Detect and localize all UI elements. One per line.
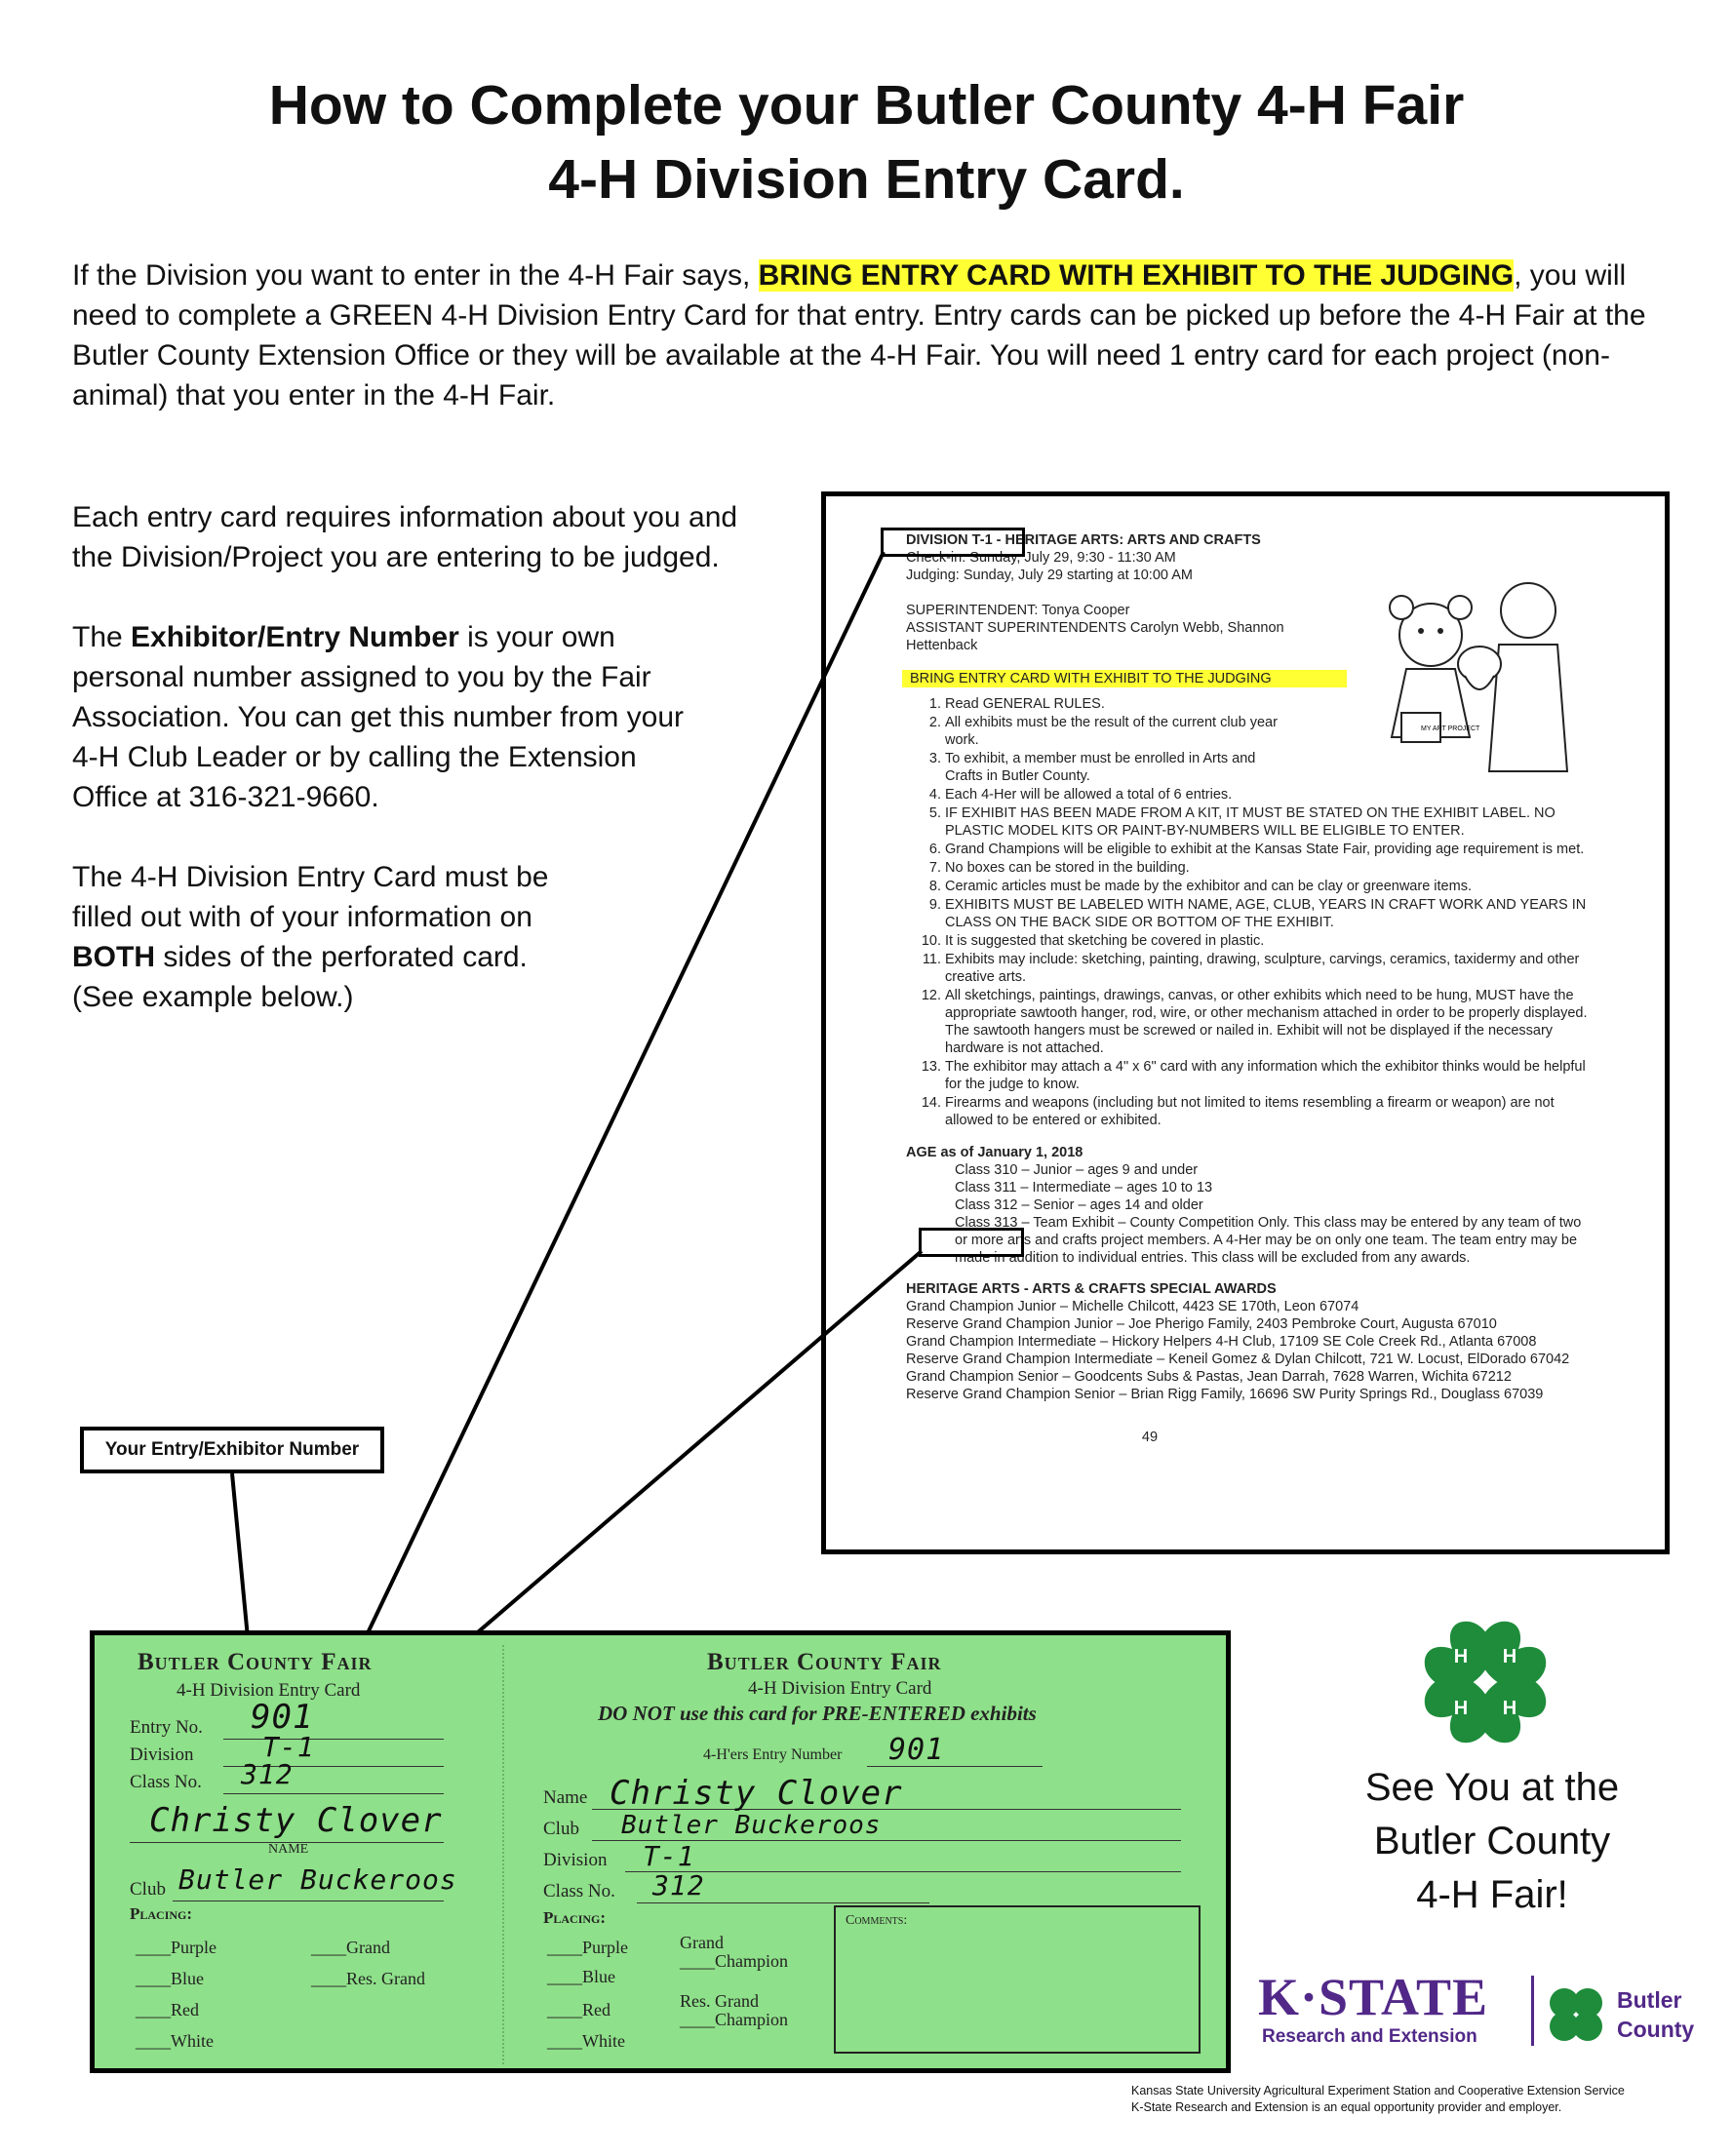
left-place-blue: ____Blue [136, 1969, 204, 1988]
right-division-label: Division [543, 1850, 608, 1870]
rule-item: 4. Each 4-Her will be allowed a total of 6 entries. [945, 786, 1589, 804]
instructions-paragraph-1: Each entry card requires information about you and the Division/Project you are entering to be judged. [72, 501, 738, 573]
entry-card-example [90, 1630, 1231, 2073]
class-no-line [223, 1793, 444, 1794]
right-place-red: ____Red [547, 2000, 610, 2019]
rule-item: 11. Exhibits may include: sketching, painting, drawing, sculpture, carvings, ceramics, taxidermy and other creative arts. [945, 951, 1589, 986]
left-place-red: ____Red [136, 2000, 199, 2019]
awards-heading: HERITAGE ARTS - ARTS & CRAFTS SPECIAL AWARDS [906, 1281, 1277, 1297]
clover-h-1: H [1453, 1646, 1469, 1667]
rule-item: 6. Grand Champions will be eligible to exhibit at the Kansas State Fair, providing age requirement is met. [945, 841, 1589, 858]
rule-item: 7. No boxes can be stored in the building. [945, 859, 1589, 877]
rule-item: 9. EXHIBITS MUST BE LABELED WITH NAME, AGE, CLUB, YEARS IN CRAFT WORK AND YEARS IN CLASS ON THE BACK SIDE OR BOTTOM OF THE EXHIBIT. [945, 896, 1589, 931]
disclaimer-line-2: K-State Research and Extension is an equal opportunity provider and employer. [1131, 2100, 1562, 2114]
research-extension-text: Research and Extension [1262, 2026, 1477, 2047]
rule-item: 2. All exhibits must be the result of the current club year work. [945, 714, 1296, 749]
class-no-value: 312 [241, 1758, 294, 1790]
right-club-label: Club [543, 1819, 579, 1839]
p3-bold: BOTH [72, 941, 155, 973]
closing-line-1: See You at the [1364, 1766, 1620, 1809]
intro-text-before: If the Division you want to enter in the 4-H Fair says, [72, 259, 759, 292]
superintendent-line: SUPERINTENDENT: Tonya Cooper [906, 603, 1130, 618]
right-class-label: Class No. [543, 1881, 615, 1901]
class-item: Class 311 – Intermediate – ages 10 to 13 [955, 1180, 1213, 1196]
award-item: Reserve Grand Champion Junior – Joe Pherigo Family, 2403 Pembroke Court, Augusta 67010 [906, 1316, 1497, 1332]
disclaimer-line-1: Kansas State University Agricultural Experiment Station and Cooperative Extension Service [1131, 2084, 1625, 2097]
division-value: T-1 [262, 1731, 315, 1763]
title-line-2: 4-H Division Entry Card. [548, 148, 1185, 211]
entry-number-value: 901 [888, 1733, 945, 1767]
division-heading: DIVISION T-1 - HERITAGE ARTS: ARTS AND CRAFTS [906, 532, 1261, 548]
p3-post: sides of the perforated card. (See example below.) [72, 941, 528, 1013]
intro-highlight: BRING ENTRY CARD WITH EXHIBIT TO THE JUDGING [758, 259, 1515, 292]
kstate-wordmark: K·STATE [1258, 1968, 1489, 2026]
comments-box: Comments: [834, 1905, 1201, 2054]
rule-item: 14. Firearms and weapons (including but not limited to items resembling a firearm or weapon) are not allowed to be entered or exhibited. [945, 1094, 1589, 1129]
rule-item: 12. All sketchings, paintings, drawings, canvas, or other exhibits which need to be hung, MUST have the appropriate sawtooth hanger, rod, wire, or other mechanism attached in order to be properly displayed. The sawtooth hangers must be screwed or nailed in. Exhibit will not be displayed if the necessary hardware is not attached. [945, 987, 1589, 1057]
warning-text: DO NOT use this card for PRE-ENTERED exhibits [598, 1702, 1037, 1725]
p3-pre: The 4-H Division Entry Card must be filled out with of your information on [72, 861, 549, 933]
kstate-logo [1258, 1970, 1716, 2058]
right-place-white: ____White [547, 2031, 625, 2051]
entry-no-value: 901 [251, 1698, 314, 1737]
art-sign-text: MY ART PROJECT [1421, 725, 1480, 732]
right-card-heading: Butler County Fair [707, 1649, 942, 1675]
disclaimer [1131, 2083, 1625, 2116]
left-card-heading: Butler County Fair [138, 1649, 373, 1675]
clover-h-4: H [1502, 1698, 1517, 1719]
right-placing-label: Placing: [543, 1908, 607, 1927]
age-heading: AGE as of January 1, 2018 [906, 1145, 1083, 1160]
right-place-grand: Grand ____Champion [680, 1933, 788, 1971]
intro-text-after: , you will need to complete a GREEN 4-H Division Entry Card for that entry. Entry cards can be picked up before the 4-H Fair at the Butler County Extension Office or they will be available at the 4-H Fair. You will need 1 entry card for each project (non-animal) that you enter in the 4-H Fair. [72, 259, 1646, 412]
class-no-label: Class No. [130, 1772, 202, 1792]
closing-line-2: Butler County [1373, 1820, 1611, 1862]
closing-message [1307, 1761, 1677, 1922]
rule-item: 13. The exhibitor may attach a 4" x 6" card with any information which the exhibitor thinks would be helpful for the judge to know. [945, 1058, 1589, 1093]
rule-item: 1. Read GENERAL RULES. [945, 695, 1296, 713]
right-class-value: 312 [652, 1869, 705, 1901]
club-label: Club [130, 1879, 166, 1900]
p2-post: is your own personal number assigned to you by the Fair Association. You can get this number from your 4-H Club Leader or by calling the Extension Office at 316-321-9660. [72, 621, 685, 813]
left-place-purple: ____Purple [136, 1938, 217, 1957]
logo-divider [1531, 1976, 1534, 2046]
award-item: Reserve Grand Champion Intermediate – Keneil Gomez & Dylan Chilcott, 721 W. Locust, ElDorado 67042 [906, 1352, 1570, 1367]
p2-pre: The [72, 621, 132, 653]
butler-county-text [1617, 1985, 1694, 2044]
right-division-value: T-1 [643, 1840, 695, 1872]
class-item: Class 310 – Junior – ages 9 and under [955, 1162, 1199, 1178]
right-club-value: Butler Buckeroos [621, 1811, 882, 1840]
closing-line-3: 4-H Fair! [1416, 1873, 1568, 1916]
award-item: Grand Champion Senior – Goodcents Subs & Pastas, Jean Darrah, 7628 Warren, Wichita 67212 [906, 1369, 1512, 1385]
right-place-blue: ____Blue [547, 1967, 615, 1986]
bring-entry-highlight: BRING ENTRY CARD WITH EXHIBIT TO THE JUDGING [902, 670, 1347, 687]
rule-item: 10. It is suggested that sketching be covered in plastic. [945, 932, 1589, 950]
entry-no-line [223, 1739, 444, 1740]
entry-number-callout: Your Entry/Exhibitor Number [80, 1427, 384, 1473]
rule-item: 5. IF EXHIBIT HAS BEEN MADE FROM A KIT, IT MUST BE STATED ON THE EXHIBIT LABEL. NO PLASTIC MODEL KITS OR PAINT-BY-NUMBERS WILL BE ELIGIBLE TO ENTER. [945, 804, 1589, 840]
name-label: Name [543, 1787, 588, 1808]
assistant-line: ASSISTANT SUPERINTENDENTS Carolyn Webb, Shannon Hettenback [906, 620, 1284, 653]
division-line [304, 552, 884, 1766]
right-place-purple: ____Purple [547, 1938, 628, 1957]
left-placing-label: Placing: [130, 1904, 193, 1923]
left-card-subheading: 4-H Division Entry Card [177, 1680, 361, 1701]
clover-logo [1412, 1609, 1558, 1755]
title-line-1: How to Complete your Butler County 4-H Fair [268, 74, 1465, 137]
clover-h-2: H [1502, 1646, 1517, 1667]
small-clover-icon [1545, 1983, 1607, 2046]
entry-number-label: 4-H'ers Entry Number [703, 1746, 843, 1763]
entry-no-label: Entry No. [130, 1717, 203, 1738]
award-item: Grand Champion Junior – Michelle Chilcott, 4423 SE 170th, Leon 67074 [906, 1299, 1359, 1314]
award-item: Reserve Grand Champion Senior – Brian Rigg Family, 16696 SW Purity Springs Rd., Douglass 67039 [906, 1387, 1544, 1402]
county-word: County [1617, 2017, 1695, 2042]
page-number: 49 [1141, 1430, 1159, 1445]
club-value: Butler Buckeroos [178, 1863, 457, 1896]
butler-word: Butler [1617, 1987, 1682, 2013]
checkin-line: Check-in: Sunday, July 29, 9:30 - 11:30 AM [906, 550, 1176, 566]
left-place-grand: ____Grand [311, 1938, 390, 1957]
name-caption: NAME [268, 1842, 309, 1857]
left-place-white: ____White [136, 2031, 214, 2051]
rule-item: 3. To exhibit, a member must be enrolled in Arts and Crafts in Butler County. [945, 750, 1296, 785]
p2-bold: Exhibitor/Entry Number [131, 621, 459, 653]
judging-line: Judging: Sunday, July 29 starting at 10:00 AM [906, 568, 1193, 583]
right-class-line [637, 1902, 929, 1903]
right-name-value: Christy Clover [610, 1774, 903, 1813]
name-value: Christy Clover [149, 1801, 443, 1840]
rule-item: 8. Ceramic articles must be made by the exhibitor and can be clay or greenware items. [945, 878, 1589, 895]
class-item: Class 312 – Senior – ages 14 and older [955, 1197, 1203, 1213]
left-place-res-grand: ____Res. Grand [311, 1969, 425, 1988]
division-label: Division [130, 1744, 194, 1765]
clover-h-3: H [1453, 1698, 1469, 1719]
right-place-res-grand: Res. Grand ____Champion [680, 1991, 788, 2029]
perforation-line [502, 1645, 504, 2064]
award-item: Grand Champion Intermediate – Hickory Helpers 4-H Club, 17109 SE Cole Creek Rd., Atlanta 67008 [906, 1334, 1537, 1350]
right-division-line [625, 1871, 1181, 1872]
class-item: Class 313 – Team Exhibit – County Competition Only. This class may be entered by any team of two or more arts and crafts project members. A 4-Her may be on only one team. The team entry may be made in addition to individual entries. This class will be excluded from any awards. [955, 1215, 1582, 1266]
right-card-subheading: 4-H Division Entry Card [748, 1678, 932, 1699]
